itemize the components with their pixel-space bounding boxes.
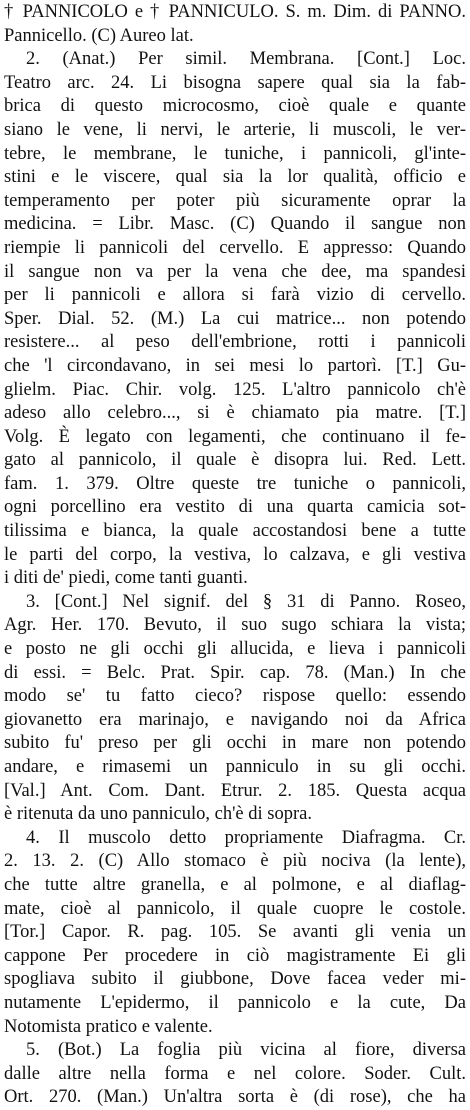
entry-text-line: riempie li pannicoli del cervello. E appresso: Quando — [4, 237, 466, 258]
entry-text-line: Sper. Dial. 52. (M.) La cui matrice... non potendo — [4, 308, 466, 329]
entry-text-line: 3. [Cont.] Nel signif. del § 31 di Panno. Roseo, — [26, 591, 466, 612]
entry-text-line: brica di questo microcosmo, cioè quale e quante — [4, 96, 466, 117]
entry-text-line: ogni porcellino era vestito di una quarta camicia sot- — [4, 497, 466, 518]
entry-text-line: giovanetto era marinajo, e navigando noi da Africa — [4, 709, 466, 730]
dictionary-page — [4, 0, 466, 1108]
entry-text-line: i diti de' piedi, come tanti guanti. — [4, 568, 248, 589]
entry-text-line: è ritenuta da uno panniculo, ch'è di sopra. — [4, 804, 312, 825]
entry-text-line: medicina. = Libr. Masc. (C) Quando il sangue non — [4, 214, 466, 235]
entry-text-line: per li pannicoli e allora si farà vizio di cervello. — [4, 285, 466, 306]
entry-text-line: andare, e rimasemi un panniculo in su gli occhi. — [4, 757, 466, 777]
entry-text-line: il sangue non va per la vena che dee, ma spandesi — [4, 261, 466, 282]
entry-text-line: fam. 1. 379. Oltre queste tre tuniche o pannicoli, — [4, 473, 466, 494]
entry-text-line: le parti del corpo, la vestiva, lo calzava, e gli vestiva — [4, 544, 466, 565]
entry-text-line: siano le vene, li nervi, le arterie, li muscoli, le ver- — [4, 119, 466, 140]
entry-text-line: adeso allo celebro..., si è chiamato pia matre. [T.] — [4, 403, 466, 424]
entry-text-line: 2. (Anat.) Per simil. Membrana. [Cont.] Loc. — [26, 49, 466, 70]
entry-text-line: nutamente L'epidermo, il pannicolo e la cute, Da — [4, 992, 466, 1013]
entry-text-line: glielm. Piac. Chir. volg. 125. L'altro pannicolo ch'è — [4, 379, 466, 400]
entry-text-line: tebre, le membrane, le tuniche, i pannicoli, gl'inte- — [4, 143, 466, 164]
entry-text-line: Teatro arc. 24. Li bisogna sapere qual sia la fab- — [4, 72, 466, 93]
entry-text-line: temperamento per poter più sicuramente oprar la — [4, 190, 466, 211]
entry-text-line: e posto ne gli occhi gli allucida, e lieva i pannicoli — [4, 639, 466, 660]
entry-text-line: stini e le viscere, qual sia la lor qualità, officio e — [4, 167, 466, 188]
entry-text-line: Ort. 270. (Man.) Un'altra sorta è (di rose), che ha — [4, 1087, 466, 1108]
entry-text-line: spogliava subito il giubbone, Dove facea veder mi- — [4, 969, 466, 990]
entry-text-line: dalle altre nella forma e nel colore. Soder. Cult. — [4, 1063, 466, 1084]
entry-text-line: Notomista pratico e valente. — [4, 1016, 213, 1037]
entry-text-line: di essi. = Belc. Prat. Spir. cap. 78. (Man.) In che — [4, 662, 466, 683]
entry-text-line: 4. Il muscolo detto propriamente Diafragma. Cr. — [26, 827, 466, 848]
entry-text-line: [Val.] Ant. Com. Dant. Etrur. 2. 185. Questa acqua — [4, 780, 466, 801]
entry-text-line: cappone Per procedere in ciò magistramente Ei gli — [4, 945, 466, 966]
entry-text-line: 5. (Bot.) La foglia più vicina al fiore, diversa — [26, 1040, 466, 1061]
entry-text-line: Pannicello. (C) Aureo lat. — [4, 25, 194, 46]
entry-text-line: che 'l circondavano, in sei mesi lo partorì. [T.] Gu- — [4, 355, 466, 376]
entry-headword-line: † PANNICOLO e † PANNICULO. S. m. Dim. di PANNO. — [4, 2, 466, 22]
entry-text-line: Agr. Her. 170. Bevuto, il suo sugo schiara la vista; — [4, 615, 466, 636]
entry-text-line: subito fu' preso per gli occhi in mare non potendo — [4, 733, 466, 754]
entry-text-line: [Tor.] Capor. R. pag. 105. Se avanti gli venia un — [4, 922, 466, 943]
entry-text-line: mate, cioè al pannicolo, il quale cuopre le costole. — [4, 898, 466, 919]
entry-text-line: Volg. È legato con legamenti, che continuano il fe- — [4, 426, 466, 447]
entry-text-line: che tutte altre granella, e al polmone, e al diaflag- — [4, 874, 466, 895]
entry-text-line: modo se' tu fatto cieco? rispose quello: essendo — [4, 686, 466, 707]
entry-text-line: gato al pannicolo, il quale è disopra lui. Red. Lett. — [4, 450, 466, 471]
entry-text-line: tilissima e bianca, la quale accostandosi bene a tutte — [4, 521, 466, 542]
entry-text-line: 2. 13. 2. (C) Allo stomaco è più nociva (la lente), — [4, 851, 466, 872]
entry-text-line: resistere... al peso dell'embrione, rotti i pannicoli — [4, 332, 466, 353]
dictionary-entry — [4, 0, 466, 1110]
